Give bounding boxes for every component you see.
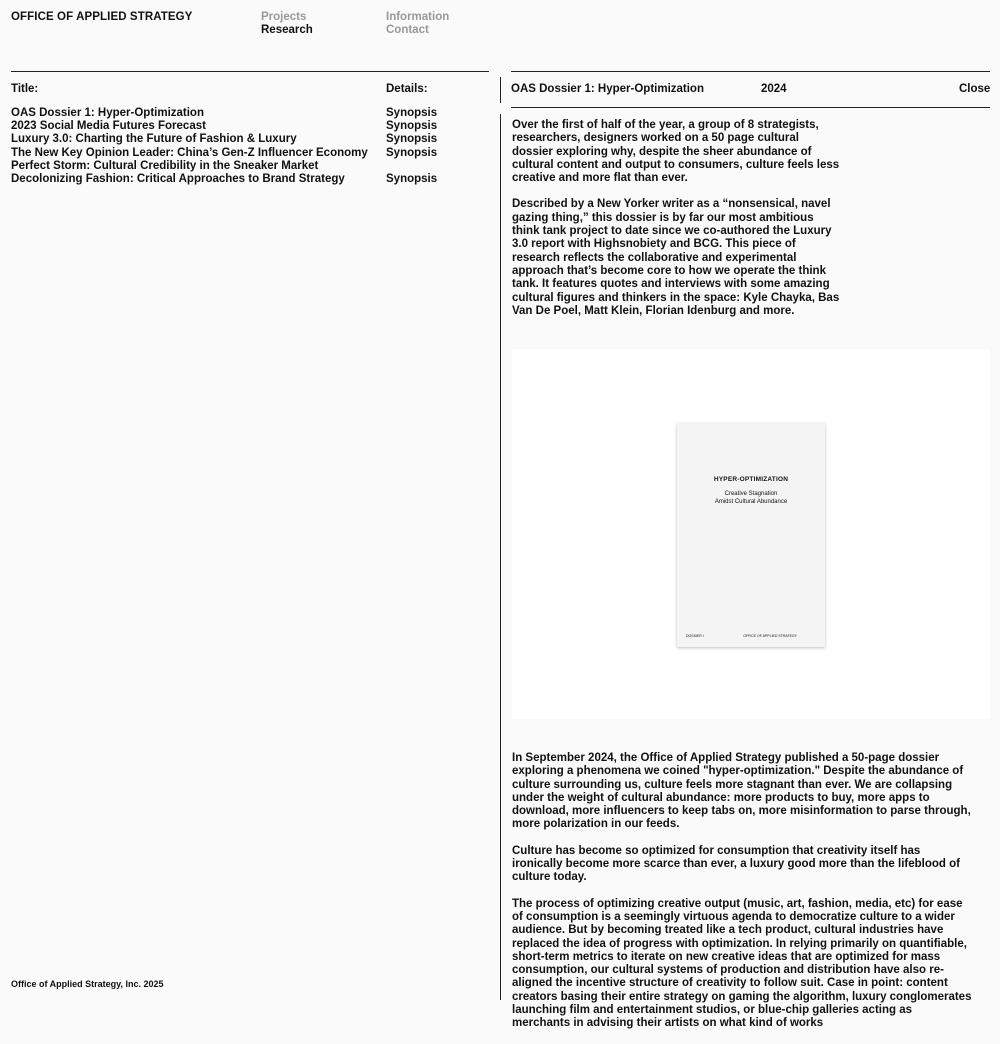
body-paragraph: In September 2024, the Office of Applied Strategy published a 50-page dossier exploring a phenomena we coined "hyper-optimization." Despite the abundance of culture surrounding us, culture feels more stagnant than ever. We are collapsing under the weight of cultural abundance: more products to buy, more apps to download, more influencers to keep tabs on, more misinformation to parse through, more polarization in our feeds.: [512, 752, 971, 831]
list-item-title[interactable]: The New Key Opinion Leader: China’s Gen-Z Influencer Economy: [11, 147, 368, 159]
close-button[interactable]: Close: [959, 83, 991, 95]
detail-header-divider: [511, 107, 990, 108]
list-item[interactable]: [11, 120, 491, 133]
site-logo[interactable]: OFFICE OF APPLIED STRATEGY: [11, 11, 193, 23]
list-item[interactable]: [11, 173, 491, 186]
nav-information[interactable]: Information: [386, 11, 450, 23]
nav-group-primary: [261, 11, 313, 38]
detail-top-divider: [511, 71, 990, 72]
list-item[interactable]: [11, 133, 491, 146]
list-item-synopsis[interactable]: Synopsis: [386, 173, 438, 185]
list-item-synopsis[interactable]: Synopsis: [386, 147, 438, 159]
nav-projects[interactable]: Projects: [261, 11, 307, 23]
footer-copyright: Office of Applied Strategy, Inc. 2025: [11, 979, 164, 989]
list-title-header: Title:: [11, 83, 39, 95]
nav-contact[interactable]: Contact: [386, 24, 429, 37]
body-paragraph: Culture has become so optimized for consumption that creativity itself has ironically become more scarce than ever, a luxury good more than the lifeblood of culture today.: [512, 844, 960, 884]
dossier-cover-image: [512, 349, 990, 719]
list-item[interactable]: [11, 147, 491, 160]
intro-paragraph: Described by a New Yorker writer as a “nonsensical, navel gazing thing,” this dossier is by far our most ambitious think tank project to date since we co-authored the Luxury 3.0 report with Highsnobiety and BCG. This piece of research reflects the collaborative and experimental approach that’s become core to how we operate the think tank. It features quotes and interviews with some amazing cultural figures and thinkers in the space: Kyle Chayka, Bas Van De Poel, Matt Klein, Florian Idenburg and more.: [512, 198, 840, 317]
book-footer-right: OFFICE OF APPLIED STRATEGY: [743, 634, 797, 638]
list-item[interactable]: [11, 160, 491, 173]
book-subtitle: [677, 491, 825, 506]
body-paragraph: The process of optimizing creative output (music, art, fashion, media, etc) for ease of consumption is a seemingly virtuous agenda to democratize culture to a wider audience. But by becoming treated like a tech product, cultural industries have replaced the idea of progress with optimization. In relying primarily on quantifiable, short-term metrics to iterate on new creative ideas that are optimized for mass consumption, our cultural systems of production and distribution have also re-aligned the incentive structure of creativity to follow suit. Case in point: content creators basing their entire strategy on gaming the algorithm, luxury conglomerates launching film and entertainment studios, or blue-chip galleries acting as merchants in advising their artists on what kind of works: [512, 897, 972, 1030]
panel-vertical-divider: [500, 114, 501, 1000]
nav-research[interactable]: Research: [261, 24, 313, 37]
list-item[interactable]: [11, 107, 491, 120]
list-item-title[interactable]: OAS Dossier 1: Hyper-Optimization: [11, 107, 204, 119]
detail-title: OAS Dossier 1: Hyper-Optimization: [511, 83, 704, 95]
book-footer-left: DOSSIER I: [686, 634, 704, 638]
dossier-book: [677, 423, 825, 647]
list-item-synopsis[interactable]: Synopsis: [386, 120, 438, 132]
list-item-synopsis[interactable]: Synopsis: [386, 133, 438, 145]
detail-intro: [512, 119, 990, 331]
list-item-title[interactable]: 2023 Social Media Futures Forecast: [11, 120, 206, 132]
list-item-title[interactable]: Luxury 3.0: Charting the Future of Fashion & Luxury: [11, 133, 297, 145]
book-title: HYPER-OPTIMIZATION: [713, 476, 789, 483]
list-item-title[interactable]: Decolonizing Fashion: Critical Approaches to Brand Strategy: [11, 173, 345, 185]
detail-body: [512, 752, 990, 1044]
detail-year: 2024: [761, 83, 787, 95]
book-subtitle-line: Amidst Cultural Abundance: [714, 498, 788, 505]
book-subtitle-line: Creative Stagnation: [724, 491, 778, 497]
header-vertical-divider: [500, 77, 501, 103]
nav-group-secondary: [386, 11, 449, 38]
list-item-title[interactable]: Perfect Storm: Cultural Credibility in the Sneaker Market: [11, 160, 319, 172]
list-item-synopsis[interactable]: Synopsis: [386, 107, 438, 119]
list-top-divider: [11, 71, 489, 72]
list-details-header: Details:: [386, 83, 428, 95]
intro-paragraph: Over the first of half of the year, a group of 8 strategists, researchers, designers worked on a 50 page cultural dossier exploring why, despite the sheer abundance of cultural content and output to consumers, culture feels less creative and more flat than ever.: [512, 119, 840, 185]
